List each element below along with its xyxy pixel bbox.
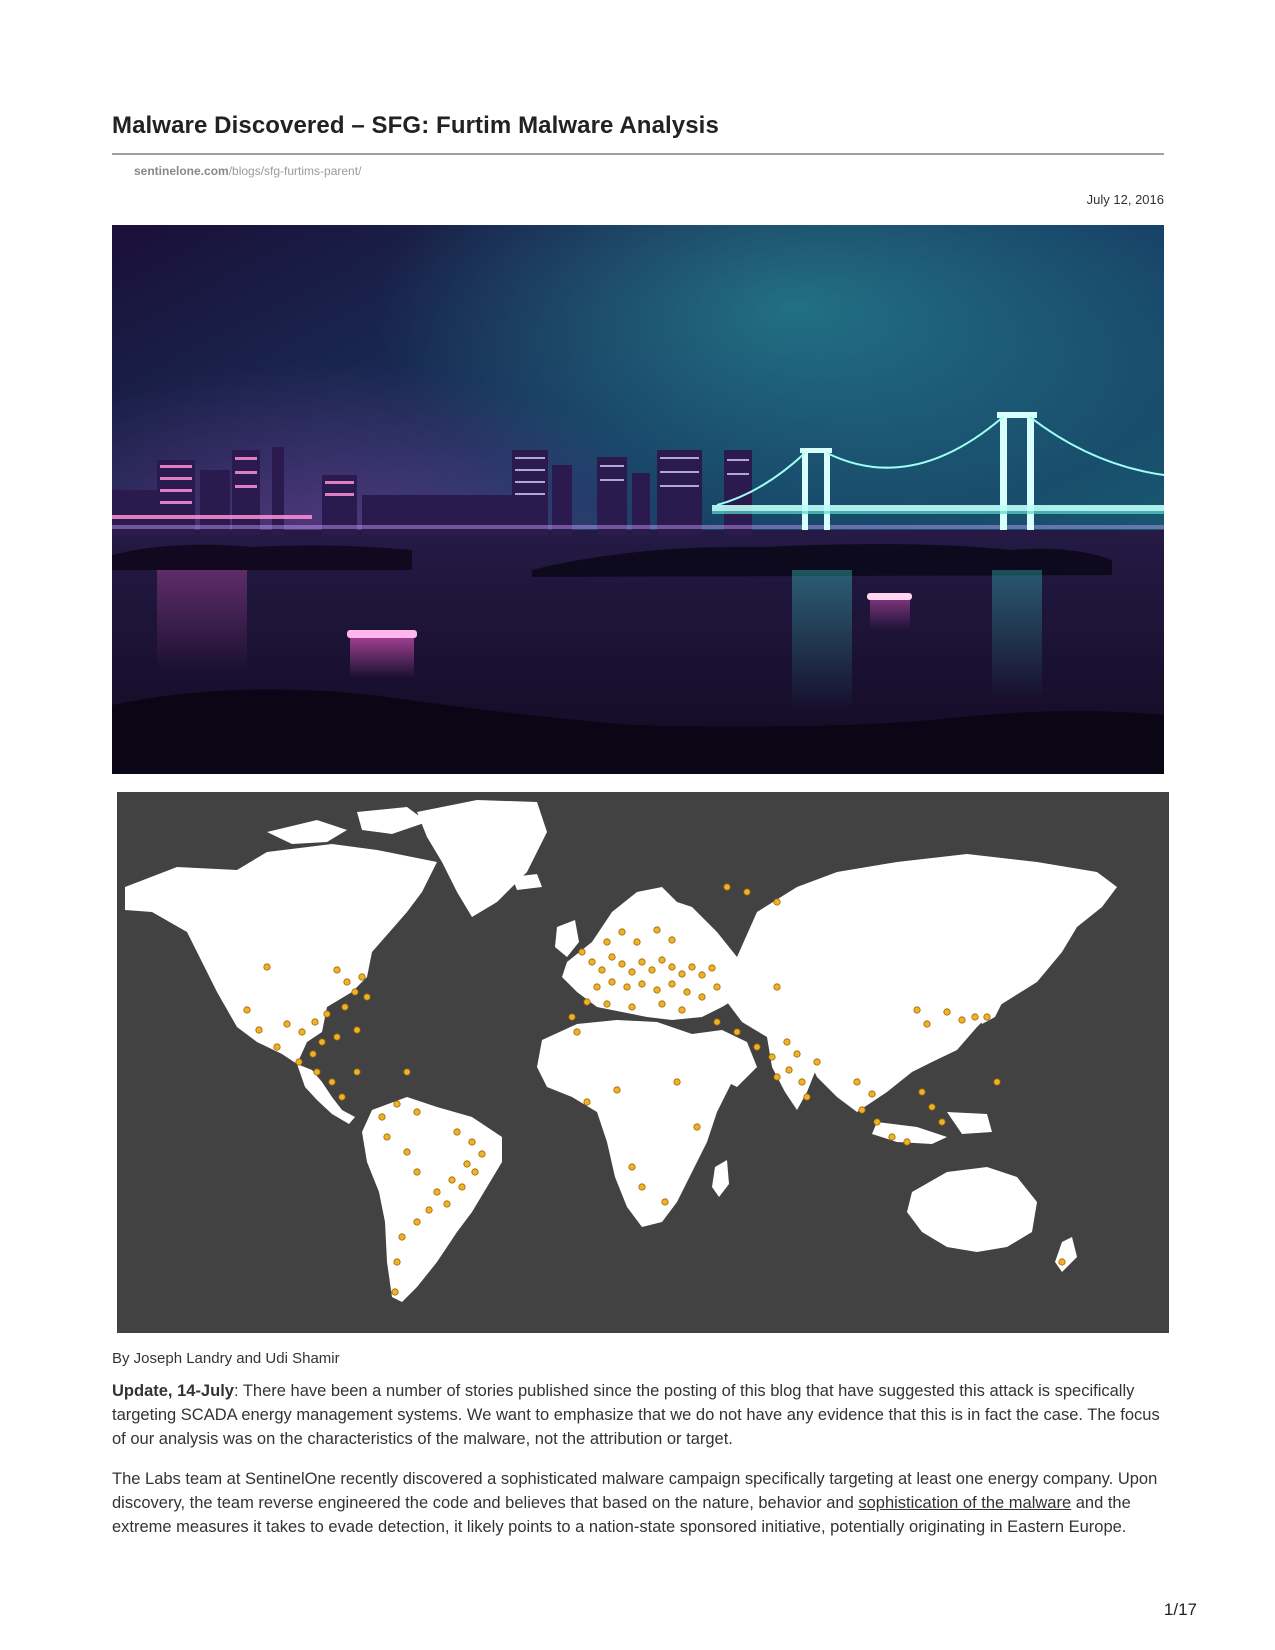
update-label: Update, 14-July [112,1382,234,1400]
sophistication-link[interactable]: sophistication of the malware [858,1494,1072,1512]
article-title: Malware Discovered – SFG: Furtim Malware Analysis [112,112,719,139]
title-divider [112,153,1164,155]
source-url-link[interactable] [134,164,361,178]
source-domain: sentinelone.com [134,164,229,178]
intro-text-start: The Labs team at SentinelOne recently discovered a sophisticated malware campaign specifically targeting at least one energy company. Upon discovery, the team reverse engineered the code and believes that based on the nature, behavior and [112,1470,1158,1512]
hero-image-city-skyline [112,225,1164,774]
source-path: /blogs/sfg-furtims-parent/ [228,164,362,178]
update-text: : There have been a number of stories published since the posting of this blog that have suggested this attack is specifically targeting SCADA energy management systems. We want to emphasize that we do not have any evidence that this is in fact the case. The focus of our analysis was on the characteristics of the malware, not the attribution or target. [112,1382,1160,1448]
intro-text-end: and the extreme measures it takes to evade detection, it likely points to a nation-state sponsored initiative, potentially originating in Eastern Europe. [112,1494,1131,1536]
article-byline: By Joseph Landry and Udi Shamir [112,1350,340,1367]
world-map-infections [117,792,1169,1333]
page-number: 1/17 [1163,1600,1197,1619]
publish-date: July 12, 2016 [1086,192,1164,207]
intro-paragraph [112,1467,1167,1539]
update-paragraph [112,1379,1167,1451]
